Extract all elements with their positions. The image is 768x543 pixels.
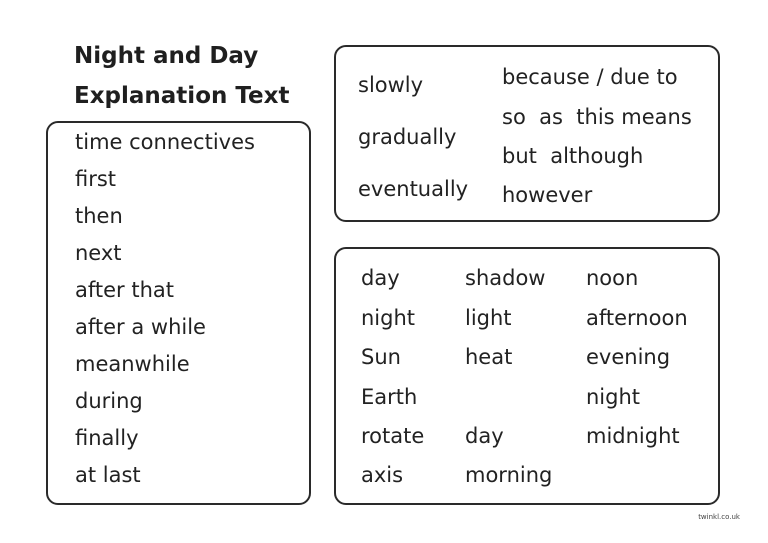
connective-word: slowly bbox=[358, 73, 424, 97]
vocab-word: morning bbox=[465, 463, 553, 487]
vocab-word: Sun bbox=[361, 345, 401, 369]
vocab-word: noon bbox=[586, 266, 639, 290]
list-item: next bbox=[75, 241, 122, 265]
list-item: then bbox=[75, 204, 123, 228]
list-item: after a while bbox=[75, 315, 206, 339]
vocab-word: night bbox=[586, 385, 641, 409]
vocab-word: Earth bbox=[361, 385, 418, 409]
list-item: finally bbox=[75, 426, 139, 450]
vocab-word: shadow bbox=[465, 266, 546, 290]
vocab-word: light bbox=[465, 306, 512, 330]
connective-word: but although bbox=[502, 144, 644, 168]
list-item: during bbox=[75, 389, 143, 413]
list-item: first bbox=[75, 167, 117, 191]
vocab-word: night bbox=[361, 306, 416, 330]
vocab-word: afternoon bbox=[586, 306, 688, 330]
vocab-word: day bbox=[361, 266, 400, 290]
page-title bbox=[74, 36, 289, 116]
vocab-word: axis bbox=[361, 463, 404, 487]
connective-word: however bbox=[502, 183, 593, 207]
vocab-word: rotate bbox=[361, 424, 425, 448]
connective-word: because / due to bbox=[502, 65, 678, 89]
vocab-word: evening bbox=[586, 345, 671, 369]
list-item: after that bbox=[75, 278, 175, 302]
connective-word: gradually bbox=[358, 125, 457, 149]
vocab-word: heat bbox=[465, 345, 513, 369]
title-line-2: Explanation Text bbox=[74, 83, 290, 109]
connective-word: so as this means bbox=[502, 105, 692, 129]
vocab-word: midnight bbox=[586, 424, 680, 448]
time-connectives-heading: time connectives bbox=[75, 130, 255, 154]
title-line-1: Night and Day bbox=[74, 43, 259, 69]
connective-word: eventually bbox=[358, 177, 469, 201]
list-item: meanwhile bbox=[75, 352, 190, 376]
vocab-word: day bbox=[465, 424, 504, 448]
list-item: at last bbox=[75, 463, 141, 487]
publisher-logo: twinkl.co.uk bbox=[698, 513, 740, 521]
